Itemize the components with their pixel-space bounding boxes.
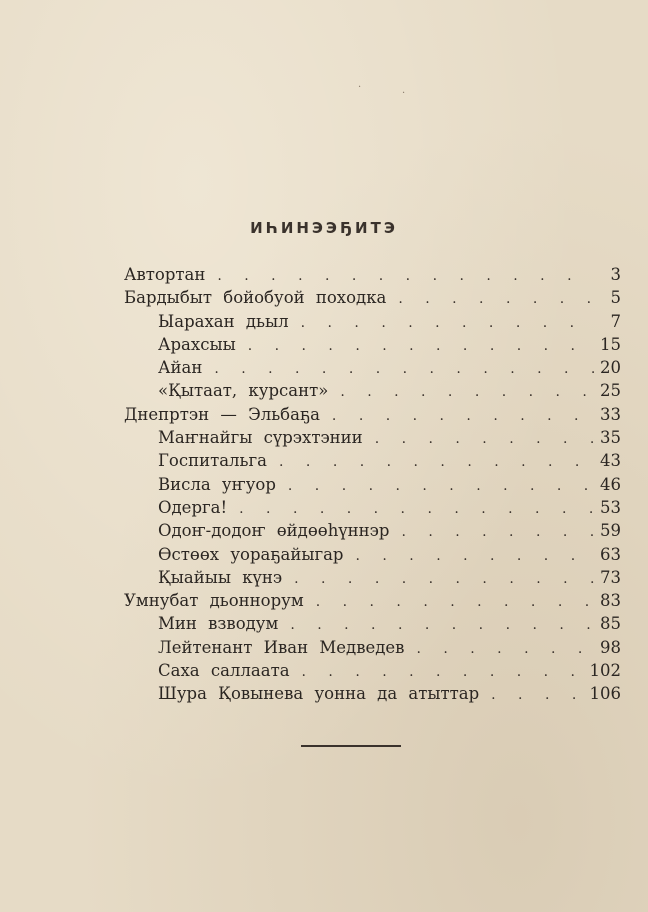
toc-entry-title: Автортан xyxy=(124,265,206,284)
toc-entry-title: Маҥнайгы сүрэхтэнии xyxy=(158,428,363,448)
toc-entry-title: Саха саллаата xyxy=(158,661,290,681)
toc-entry-page: 73 xyxy=(600,567,621,587)
dot-leader xyxy=(205,265,595,288)
dot-leader xyxy=(282,568,595,591)
toc-entry xyxy=(124,356,621,379)
dot-leader xyxy=(236,335,595,358)
toc-entry xyxy=(124,426,621,449)
dot-leader xyxy=(276,475,595,498)
toc-entry-title: Днепртэн — Эльбаҕа xyxy=(124,404,320,424)
toc-entry-page: 106 xyxy=(589,684,621,704)
toc-entry-page: 102 xyxy=(589,661,621,681)
paper-speck: · xyxy=(402,88,406,99)
toc-entry xyxy=(124,589,621,612)
toc-entry-page: 59 xyxy=(600,521,621,541)
toc-entry xyxy=(124,496,621,519)
toc-entry-page: 98 xyxy=(600,637,621,657)
toc-entry-title: Шура Қовынева уонна да атыттар xyxy=(158,684,480,704)
dot-leader xyxy=(290,661,590,684)
toc-entry xyxy=(124,543,621,566)
dot-leader xyxy=(344,545,596,568)
toc-entry-title: Қыайыы күнэ xyxy=(158,567,283,587)
toc-entry-title: Өстөөх уораҕайыгар xyxy=(158,544,344,564)
dot-leader xyxy=(479,684,589,707)
toc-entry-title: Одерга! xyxy=(158,497,228,517)
toc-entry xyxy=(124,519,621,542)
toc-entry xyxy=(124,310,621,333)
toc-entry-page: 63 xyxy=(600,544,621,564)
toc-entry-page: 7 xyxy=(610,311,621,331)
dot-leader xyxy=(404,638,595,661)
toc-entry-title: Мин взводум xyxy=(158,614,279,634)
page-title: ИҺИНЭЭҔИТЭ xyxy=(250,219,398,237)
dot-leader xyxy=(202,358,595,381)
toc-entry-title: Умнубат дьоннорум xyxy=(124,591,304,611)
toc-entry xyxy=(124,636,621,659)
toc-entry xyxy=(124,682,621,705)
dot-leader xyxy=(363,428,595,451)
toc-entry xyxy=(124,566,621,589)
dot-leader xyxy=(386,288,595,311)
toc-entry xyxy=(124,449,621,472)
toc-entry-page: 35 xyxy=(600,428,621,448)
toc-entry-page: 5 xyxy=(610,288,621,308)
toc-entry-title: «Қытаат, курсант» xyxy=(158,381,329,401)
toc-entry-page: 53 xyxy=(600,497,621,517)
toc-entry xyxy=(124,659,621,682)
toc-entry xyxy=(124,263,621,286)
paper-speck: · xyxy=(358,82,362,93)
table-of-contents xyxy=(124,263,621,706)
dot-leader xyxy=(328,381,595,404)
dot-leader xyxy=(304,591,595,614)
toc-entry-page: 83 xyxy=(600,591,621,611)
dot-leader xyxy=(320,405,595,428)
toc-entry-page: 15 xyxy=(600,334,621,354)
toc-entry-title: Бардыбыт бойобуой походка xyxy=(124,288,387,308)
toc-entry-title: Ыарахан дьыл xyxy=(158,311,289,331)
toc-entry xyxy=(124,612,621,635)
toc-entry-page: 85 xyxy=(600,614,621,634)
dot-leader xyxy=(278,614,595,637)
divider-rule xyxy=(301,745,401,747)
toc-entry xyxy=(124,379,621,402)
toc-entry-title: Лейтенант Иван Медведев xyxy=(158,637,405,657)
toc-entry-page: 3 xyxy=(610,265,621,284)
toc-entry xyxy=(124,333,621,356)
toc-entry-page: 20 xyxy=(600,358,621,378)
toc-entry-page: 43 xyxy=(600,451,621,471)
dot-leader xyxy=(289,312,595,335)
toc-entry-title: Висла уҥуор xyxy=(158,474,276,494)
dot-leader xyxy=(267,451,595,474)
toc-entry xyxy=(124,473,621,496)
toc-entry-title: Одоҥ-додоҥ өйдөөһүннэр xyxy=(158,521,390,541)
toc-entry-page: 46 xyxy=(600,474,621,494)
toc-entry-title: Госпитальга xyxy=(158,451,268,471)
dot-leader xyxy=(227,498,595,521)
toc-entry xyxy=(124,286,621,309)
dot-leader xyxy=(389,521,595,544)
toc-entry-title: Арахсыы xyxy=(158,334,236,354)
toc-entry-page: 33 xyxy=(600,404,621,424)
toc-entry-page: 25 xyxy=(600,381,621,401)
toc-entry-title: Айан xyxy=(158,358,203,378)
toc-entry xyxy=(124,403,621,426)
